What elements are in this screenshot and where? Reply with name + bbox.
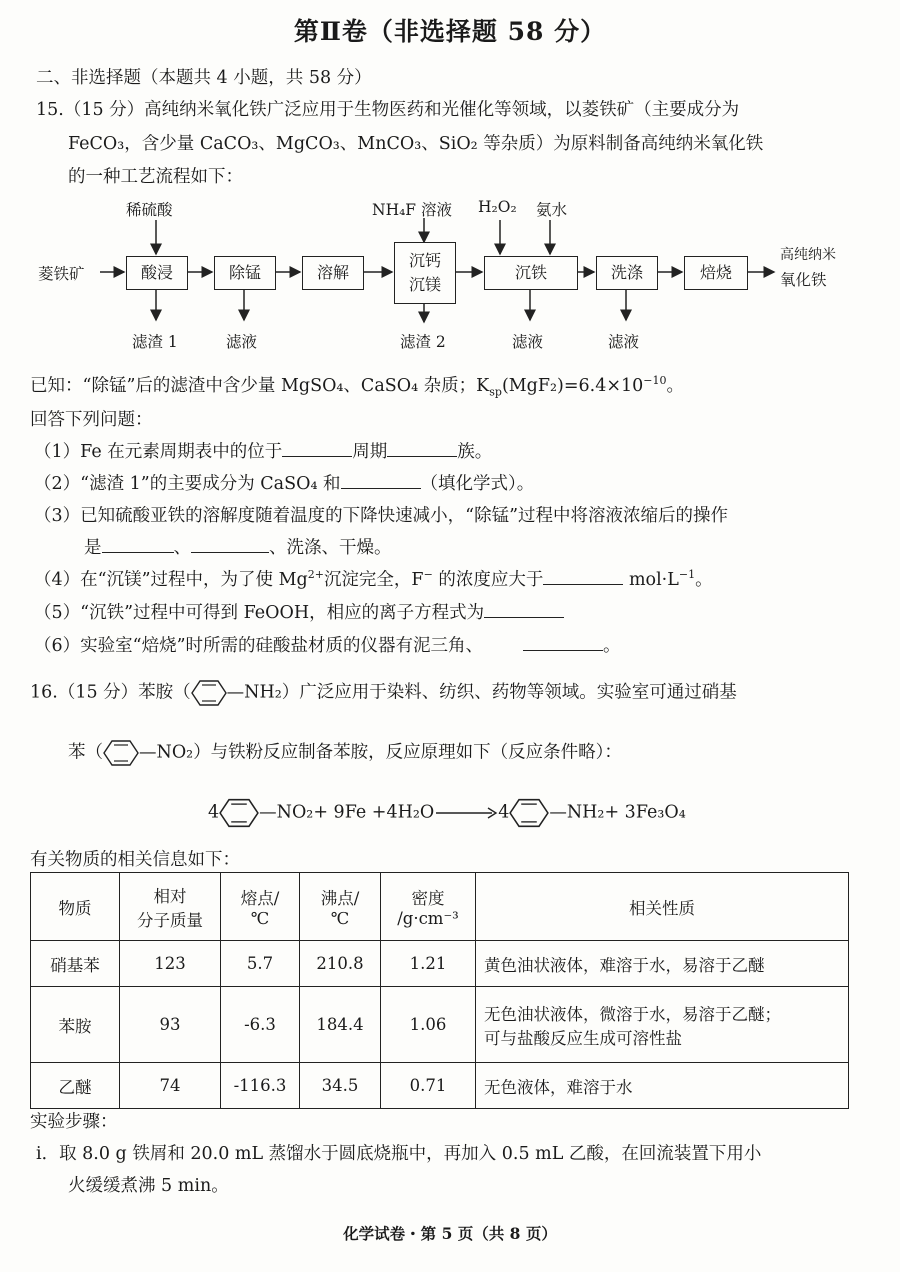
table-header: 密度 /g·cm⁻³	[381, 873, 476, 941]
benzene-ring-icon	[103, 738, 139, 768]
q15-intro-line3: 的一种工艺流程如下：	[68, 167, 243, 187]
answer-blank[interactable]	[543, 566, 623, 585]
answer-blank[interactable]	[191, 534, 269, 553]
answer-blank[interactable]	[341, 470, 421, 489]
benzene-ring-icon	[509, 796, 549, 830]
table-row: 乙醚 74 -116.3 34.5 0.71 无色液体，难溶于水	[31, 1063, 849, 1109]
flow-step-dissolve: 溶解	[302, 256, 364, 290]
q15-sub3-line1: （3）已知硫酸亚铁的溶解度随着温度的下降快速减小，“除锰”过程中将溶液浓缩后的操作	[34, 506, 729, 526]
substance-properties-table	[30, 872, 849, 1109]
q16-intro-line1: 16.（15 分）苯胺（ —NH₂）广泛应用于染料、纺织、药物等领域。实验室可通过硝基	[30, 678, 737, 708]
q15-intro-line1: 15.（15 分）高纯纳米氧化铁广泛应用于生物医药和光催化等领域，以菱铁矿（主要成分为	[36, 100, 740, 120]
table-row: 硝基苯 123 5.7 210.8 1.21 黄色油状液体，难溶于水，易溶于乙醚	[31, 941, 849, 987]
flow-step-acid-leach: 酸浸	[126, 256, 188, 290]
q15-sub4: （4）在“沉镁”过程中，为了使 $Mg^{2+}$沉淀完全，F− 的浓度应大于 $mol\cdot L^{-1}$。	[34, 566, 713, 591]
flow-product-line2: 氧化铁	[780, 271, 827, 289]
q15-known-info: 已知：“除锰”后的滤渣中含少量 MgSO₄、CaSO₄ 杂质；$K_{sp}(MgF_2)=6.4\times 10^{-10}$。	[30, 374, 685, 399]
q16-intro-line2: 苯（ —NO₂）与铁粉反应制备苯胺，反应原理如下（反应条件略）：	[68, 738, 622, 768]
answer-blank[interactable]	[102, 534, 174, 553]
answer-blank[interactable]	[523, 632, 603, 651]
flow-step-roast: 焙烧	[684, 256, 748, 290]
table-header: 相对 分子质量	[120, 873, 221, 941]
benzene-ring-icon	[191, 678, 227, 708]
answer-blank[interactable]	[484, 599, 564, 618]
q15-sub1: （1）Fe 在元素周期表中的位于 周期 族。	[34, 438, 492, 463]
table-header: 沸点/ ℃	[300, 873, 381, 941]
step-1-line1: ⅰ．取 8.0 g 铁屑和 20.0 mL 蒸馏水于圆底烧瓶中，再加入 0.5 mL 乙酸，在回流装置下用小	[36, 1144, 762, 1164]
answer-prompt: 回答下列问题：	[30, 410, 153, 430]
table-row: 苯胺 93 -6.3 184.4 1.06 无色油状液体，微溶于水，易溶于乙醚； 可与盐酸反应生成可溶性盐	[31, 987, 849, 1063]
flow-step-remove-mn: 除锰	[214, 256, 276, 290]
q15-sub2: （2）“滤渣 1”的主要成分为 CaSO₄ 和 （填化学式）。	[34, 470, 534, 495]
q15-sub3-line2: 是 、 、洗涤、干燥。	[84, 534, 392, 559]
flow-output-filtrate2: 滤液	[512, 333, 544, 351]
flow-input-dilute-h2so4: 稀硫酸	[126, 201, 173, 219]
table-header: 熔点/ ℃	[221, 873, 300, 941]
q15-sub6: （6）实验室“焙烧”时所需的硅酸盐材质的仪器有泥三角、 。	[34, 632, 621, 657]
flow-start-label: 菱铁矿	[38, 265, 85, 283]
reaction-equation: 4 —NO₂+ 9Fe +4H₂O 4 —NH₂+ 3Fe₃O₄	[208, 796, 686, 830]
table-header: 相关性质	[476, 873, 849, 941]
flow-input-ammonia: 氨水	[536, 201, 568, 219]
flow-input-h2o2: H₂O₂	[478, 198, 517, 216]
table-header-row	[31, 873, 849, 941]
flow-step-wash: 洗涤	[596, 256, 658, 290]
flow-output-residue2: 滤渣 2	[400, 333, 446, 351]
flow-output-filtrate3: 滤液	[608, 333, 640, 351]
table-header: 物质	[31, 873, 120, 941]
flow-input-nh4f: NH₄F 溶液	[372, 201, 452, 219]
answer-blank[interactable]	[387, 438, 457, 457]
info-title: 有关物质的相关信息如下：	[30, 850, 240, 870]
flow-output-filtrate1: 滤液	[226, 333, 258, 351]
step-1-line2: 火缓缓煮沸 5 min。	[68, 1176, 229, 1196]
section-heading: 二、非选择题（本题共 4 小题，共 58 分）	[36, 68, 372, 88]
benzene-ring-icon	[219, 796, 259, 830]
q15-intro-line2: FeCO₃，含少量 CaCO₃、MgCO₃、MnCO₃、SiO₂ 等杂质）为原料制备高纯纳米氧化铁	[68, 134, 764, 154]
paper-section-title: 第Ⅱ卷（非选择题 58 分）	[293, 17, 607, 46]
steps-title: 实验步骤：	[30, 1112, 118, 1132]
page-footer: 化学试卷・第 5 页（共 8 页）	[343, 1224, 557, 1243]
reaction-arrow-icon	[434, 806, 498, 820]
flow-step-precip-ca-mg: 沉钙 沉镁	[394, 242, 456, 304]
answer-blank[interactable]	[282, 438, 352, 457]
q15-sub5: （5）“沉铁”过程中可得到 FeOOH，相应的离子方程式为	[34, 599, 564, 624]
flow-product-line1: 高纯纳米	[780, 247, 836, 263]
flow-output-residue1: 滤渣 1	[132, 333, 178, 351]
flow-step-precip-fe: 沉铁	[484, 256, 578, 290]
